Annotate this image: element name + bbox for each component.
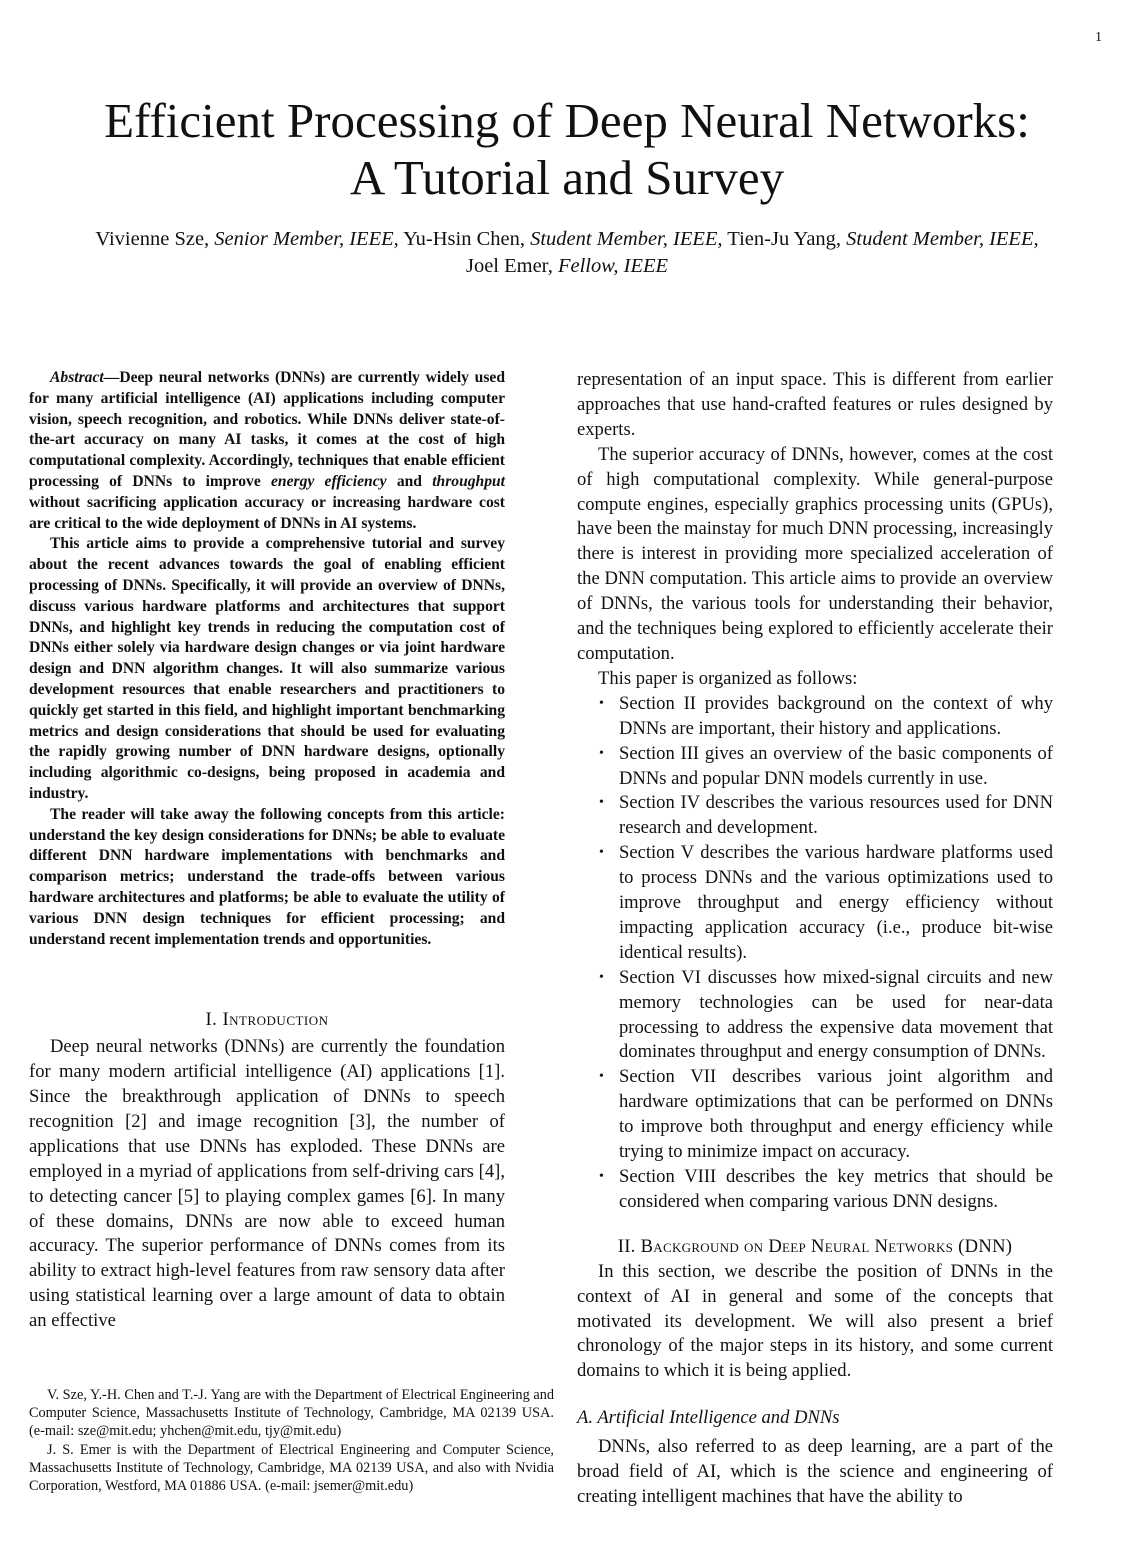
body-paragraph: DNNs, also referred to as deep learning, are a part of the broad field of AI, which is the science and engineering of creating intelligent machines that have the ability to bbox=[577, 1436, 1053, 1507]
footnotes bbox=[29, 1386, 554, 1495]
footnote: V. Sze, Y.-H. Chen and T.-J. Yang are with the Department of Electrical Engineering and Computer Science, Massachusetts Institute of Technology, Cambridge, MA 02139 USA. (e-mail: sze@mit.edu; yhchen@mit.edu, tjy@mit.edu) bbox=[29, 1387, 554, 1440]
author-list bbox=[90, 226, 1044, 280]
outline-item bbox=[577, 1165, 1053, 1215]
outline-item bbox=[577, 841, 1053, 966]
abstract bbox=[29, 368, 505, 950]
body-paragraph: The superior accuracy of DNNs, however, comes at the cost of high computational complexity. While general-purpose compute engines, especially graphics processing units (GPUs), have been the mainstay for much DNN processing, increasingly there is interest in providing more specialized acceleration of the DNN computation. This article aims to provide an overview of DNNs, the various tools for understanding their behavior, and the techniques being explored to efficiently accelerate their computation. bbox=[577, 443, 1053, 664]
author-name: Joel Emer, bbox=[465, 255, 553, 277]
author-role: Student Member, IEEE, bbox=[846, 228, 1039, 250]
body-paragraph: This paper is organized as follows: bbox=[598, 667, 858, 689]
abstract-emphasis: energy efficiency bbox=[271, 472, 387, 490]
outline-item-text: Section II provides background on the context of why DNNs are important, their history and applications. bbox=[619, 692, 1053, 739]
abstract-paragraph bbox=[29, 368, 505, 534]
bullet-icon: • bbox=[599, 969, 604, 985]
abstract-paragraph: This article aims to provide a comprehensive tutorial and survey about the recent advances towards the goal of enabling efficient processing of DNNs. Specifically, it will provide an overview of DNNs, discuss various hardware platforms and architectures that support DNNs, and highlight key trends in reducing the computation cost of DNNs either solely via hardware design changes or via joint hardware design and DNN algorithm changes. It will also summarize various development resources that enable researchers and practitioners to quickly get started in this field, and highlight important benchmarking metrics and design considerations that should be used for evaluating the rapidly growing number of DNN hardware designs, optionally including algorithmic co-designs, being proposed in academia and industry. bbox=[29, 535, 505, 802]
bullet-icon: • bbox=[599, 695, 604, 711]
title-line-2: A Tutorial and Survey bbox=[349, 150, 785, 205]
author-role: Senior Member, IEEE, bbox=[214, 228, 399, 250]
outline-item-text: Section III gives an overview of the basic components of DNNs and popular DNN models currently in use. bbox=[619, 742, 1053, 789]
author-role: Fellow, IEEE bbox=[557, 255, 669, 277]
body-paragraph: Deep neural networks (DNNs) are currently the foundation for many modern artificial intelligence (AI) applications [1]. Since the breakthrough application of DNNs to speech recognition [2] and image recognition [3], the number of applications that use DNNs has exploded. These DNNs are employed in a myriad of applications from self-driving cars [4], to detecting cancer [5] to playing complex games [6]. In many of these domains, DNNs are now able to exceed human accuracy. The superior performance of DNNs comes from its ability to extract high-level features from raw sensory data after using statistical learning over a large amount of data to obtain an effective bbox=[29, 1036, 505, 1332]
author-name: Vivienne Sze, bbox=[95, 228, 210, 250]
outline-item-text: Section VII describes various joint algorithm and hardware optimizations that can be performed on DNNs to improve both throughput and energy efficiency while trying to minimize impact on accuracy. bbox=[619, 1066, 1053, 1163]
footnote: J. S. Emer is with the Department of Electrical Engineering and Computer Science, Massachusetts Institute of Technology, Cambridge, MA 02139 USA, and also with Nvidia Corporation, Westford, MA 01886 USA. (e-mail: jsemer@mit.edu) bbox=[29, 1441, 554, 1495]
bullet-icon: • bbox=[599, 1169, 604, 1184]
abstract-paragraph: The reader will take away the following concepts from this article: understand the key design considerations for DNNs; be able to evaluate different DNN hardware implementations with benchmarks and comparison metrics; understand the trade-offs between various hardware architectures and platforms; be able to evaluate the utility of various DNN design techniques for efficient processing; and understand recent implementation trends and opportunities. bbox=[29, 805, 505, 948]
outline-item-text: Section VI discusses how mixed-signal circuits and new memory technologies can be used for near-data processing to address the expensive data movement that dominates throughput and energy consumption of DNNs. bbox=[619, 966, 1053, 1063]
abstract-text: without sacrificing application accuracy or increasing hardware cost are critical to the wide deployment of DNNs in AI systems. bbox=[29, 493, 505, 532]
left-column bbox=[29, 368, 505, 1334]
outline-item bbox=[577, 966, 1053, 1066]
abstract-label: Abstract bbox=[50, 369, 104, 386]
paper-outline-list bbox=[577, 692, 1053, 1215]
bullet-icon: • bbox=[599, 1069, 604, 1085]
outline-item bbox=[577, 692, 1053, 742]
outline-item-text: Section IV describes the various resources used for DNN research and development. bbox=[619, 792, 1053, 839]
outline-item bbox=[577, 1065, 1053, 1165]
right-column bbox=[577, 368, 1053, 1510]
outline-item-text: Section VIII describes the key metrics that should be considered when comparing various DNN designs. bbox=[619, 1166, 1053, 1212]
abstract-text: —Deep neural networks (DNNs) are currently widely used for many artificial intelligence (AI) applications including computer vision, speech recognition, and robotics. While DNNs deliver state-of-the-art accuracy on many AI tasks, it comes at the cost of high computational complexity. Accordingly, techniques that enable efficient processing of DNNs to improve bbox=[29, 369, 505, 490]
body-paragraph: representation of an input space. This is different from earlier approaches that use hand-crafted features or rules designed by experts. bbox=[577, 369, 1053, 440]
abstract-text: and bbox=[396, 472, 422, 490]
paper-title bbox=[0, 92, 1134, 206]
outline-item bbox=[577, 742, 1053, 792]
abstract-emphasis: throughput bbox=[432, 472, 506, 490]
author-role: Student Member, IEEE, bbox=[530, 228, 723, 250]
page-number: 1 bbox=[1095, 30, 1102, 45]
outline-item bbox=[577, 791, 1053, 841]
bullet-icon: • bbox=[599, 745, 604, 761]
bullet-icon: • bbox=[599, 795, 604, 811]
author-name: Tien-Ju Yang, bbox=[727, 228, 842, 250]
body-paragraph: In this section, we describe the position of DNNs in the context of AI in general and some of the concepts that motivated its development. We will also present a brief chronology of the major steps in its history, and some current domains to which it is being applied. bbox=[577, 1260, 1053, 1382]
subsection-heading: A. Artificial Intelligence and DNNs bbox=[577, 1407, 840, 1429]
bullet-icon: • bbox=[599, 845, 604, 861]
section-heading-introduction: I. Introduction bbox=[205, 1009, 329, 1031]
section-heading-background: II. Background on Deep Neural Networks (DNN) bbox=[617, 1235, 1013, 1257]
author-name: Yu-Hsin Chen, bbox=[403, 228, 525, 250]
outline-item-text: Section V describes the various hardware platforms used to process DNNs and the various optimizations used to improve throughput and energy efficiency without impacting application accuracy (i.e., produce bit-wise identical results). bbox=[619, 842, 1053, 963]
title-line-1: Efficient Processing of Deep Neural Networks: bbox=[104, 93, 1030, 148]
